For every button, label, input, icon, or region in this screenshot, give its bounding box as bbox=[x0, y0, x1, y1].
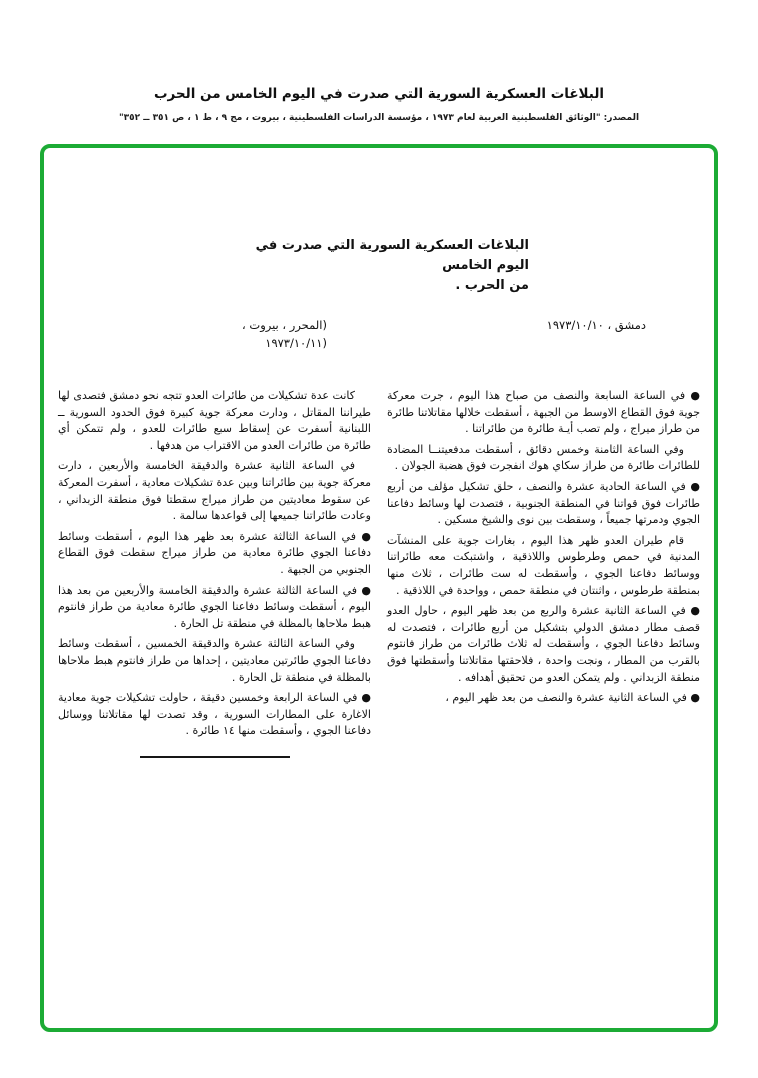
paragraph: ● في الساعة الثانية عشرة والربع من بعد ظهر اليوم ، حاول العدو قصف مطار دمشق الدولي بتشكيل من أربع طائرات ، فتصدت له وسائط دفاعنا الجوي ، وأسقطت له ثلاث طائرات من طراز فانتوم بالقرب من المطار ، ونجت واحدة ، فلاحقتها مقاتلاتنا وأسقطتها فوق منطقة الزبداني . ولم يتمكن العدو من تحقيق أهدافه . bbox=[387, 604, 700, 684]
column-right bbox=[387, 388, 700, 758]
dateline-place-date: دمشق ، ١٩٧٣/١٠/١٠ bbox=[546, 318, 646, 332]
dateline-editor-note bbox=[242, 316, 327, 352]
page-title: البلاغات العسكرية السورية التي صدرت في اليوم الخامس من الحرب bbox=[153, 86, 605, 102]
paragraph: في الساعة الثانية عشرة والدقيقة الخامسة والأربعين ، دارت معركة جوية بين طائراتنا وبين عدة تشكيلات معادية ، أسفرت المعركة عن سقوط معاديتين من طراز ميراج سقطتا فوق منطقة الزبداني ، وعادت طائراتنا جميعها إلى قواعدها سالمة . bbox=[58, 459, 371, 523]
dateline-editor-line2: (١٩٧٣/١٠/١١ bbox=[265, 336, 327, 350]
datelines-row bbox=[44, 316, 714, 352]
doc-title-line2: من الحرب . bbox=[455, 278, 529, 293]
paragraph: وفي الساعة الثالثة عشرة والدقيقة الخمسين ، أسقطت وسائط دفاعنا الجوي طائرتين معاديتين ، إحداها من طراز فانتوم هبط ملاحاها بالمظلة في منطقة تل الحارة . bbox=[58, 637, 371, 684]
end-divider bbox=[140, 756, 290, 758]
paragraph: كانت عدة تشكيلات من طائرات العدو تتجه نحو دمشق فتصدى لها طيراننا المقاتل ، ودارت معركة جوية كبيرة فوق الحدود السورية ــ اللبنانية أسفرت عن إسقاط سبع طائرات للعدو ، ولم تتمكن أي طائرة من طائرات العدو من الاقتراب من هدفها . bbox=[58, 389, 371, 452]
column-left bbox=[58, 388, 371, 758]
paragraph: ● في الساعة الثالثة عشرة والدقيقة الخامسة والأربعين من بعد هذا اليوم ، أسقطت وسائط دفاعنا الجوي طائرة معادية من طراز فانتوم هبط ملاحاها بالمظلة في منطقة تل الحارة . bbox=[58, 583, 371, 630]
text-columns bbox=[44, 388, 714, 758]
dateline-editor-line1: (المحرر ، بيروت ، bbox=[242, 318, 327, 332]
paragraph: ● في الساعة الثالثة عشرة بعد ظهر هذا اليوم ، أسقطت وسائط دفاعنا الجوي طائرة معادية من طراز ميراج سقطت فوق القطاع الجنوبي من الجبهة . bbox=[58, 529, 371, 576]
paragraph: قام طيران العدو ظهر هذا اليوم ، بغارات جوية على المنشآت المدنية في حمص وطرطوس واللاذقية ، واشتبكت معه طائراتنا ووسائط دفاعنا الجوي ، وأسقطت له ست طائرات ، ثلاث منها بمنطقة طرطوس ، واثنتان في منطقة حمص ، وواحدة في اللاذقية . bbox=[387, 533, 700, 597]
paragraph: وفي الساعة الثامنة وخمس دقائق ، أسقطت مدفعيتنــا المضادة للطائرات طائرة من طراز سكاي هوك انفجرت فوق هضبة الجولان . bbox=[387, 442, 700, 473]
doc-title-line1: البلاغات العسكرية السورية التي صدرت في اليوم الخامس bbox=[255, 238, 529, 273]
source-citation: المصدر: "الوثائق الفلسطينية العربية لعام ١٩٧٣ ، مؤسسة الدراسات الفلسطينية ، بيروت ، مج ٩ ، ط ١ ، ص ٣٥١ ــ ٣٥٢" bbox=[118, 113, 640, 123]
paragraph: ● في الساعة الثانية عشرة والنصف من بعد ظهر اليوم ، bbox=[445, 691, 700, 705]
paragraph: ● في الساعة الحادية عشرة والنصف ، حلق تشكيل مؤلف من أربع طائرات فوق قواتنا في المنطقة الجنوبية ، فتصدت لها وسائط دفاعنا الجوي ودمرتها جميعاً ، وسقطت بين نوى والشيخ مسكين . bbox=[387, 479, 700, 527]
paragraph: ● في الساعة الرابعة وخمسين دقيقة ، حاولت تشكيلات جوية معادية الاغارة على المطارات السورية ، وقد تصدت لها مقاتلاتنا ووسائل دفاعنا الجوي ، وأسقطت منها ١٤ طائرة . bbox=[58, 691, 371, 738]
doc-title bbox=[229, 236, 529, 296]
paragraph: ● في الساعة السابعة والنصف من صباح هذا اليوم ، جرت معركة جوية فوق القطاع الاوسط من الجبهة ، أسقطت خلالها مقاتلاتنا طائرة من طراز ميراج ، ولم تصب أيـة طائرة من طائراتنا . bbox=[387, 389, 700, 436]
document-frame bbox=[40, 144, 718, 1032]
